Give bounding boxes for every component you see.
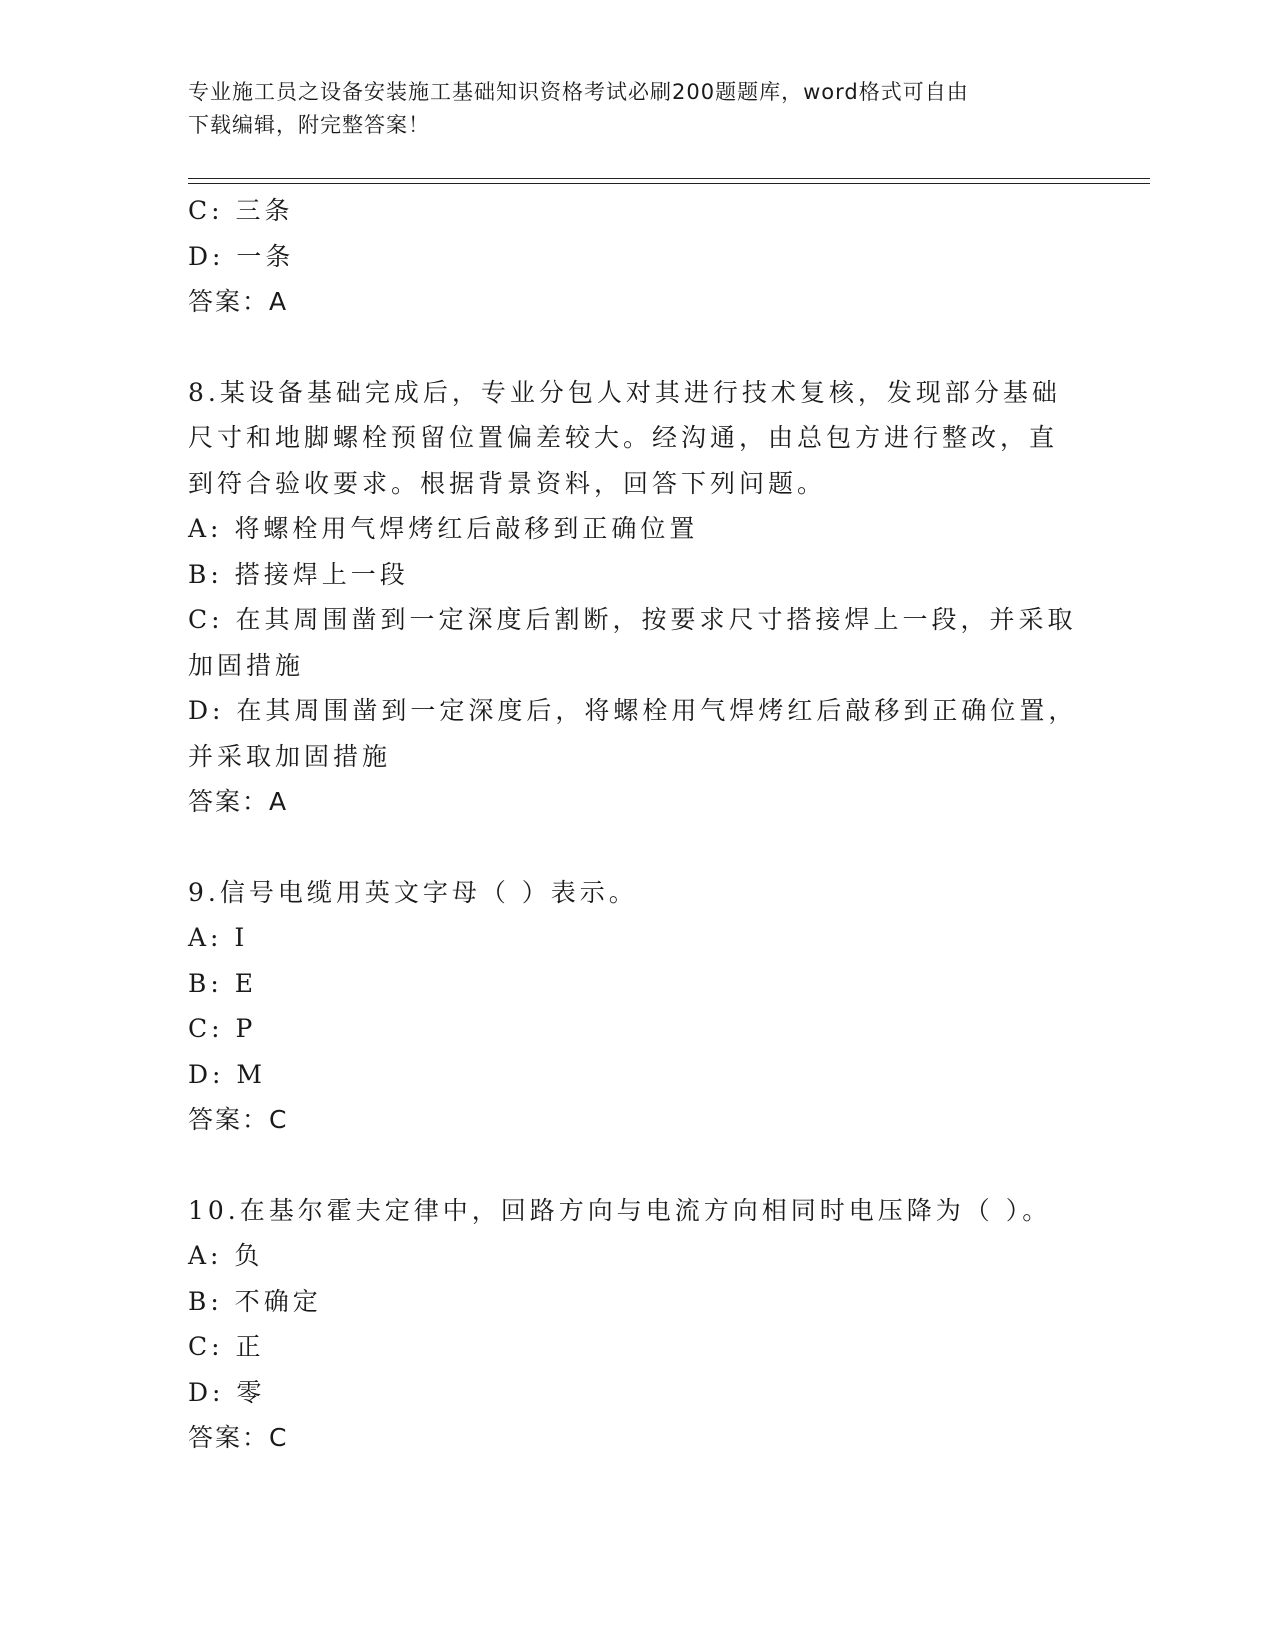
spacer <box>188 1143 1088 1188</box>
question-10 <box>188 1188 1088 1461</box>
document-header <box>188 76 1068 142</box>
option-c: C: 三条 <box>188 196 294 225</box>
answer-value: A <box>269 787 289 816</box>
answer-label: 答案： <box>188 787 270 816</box>
option-b: B: 不确定 <box>188 1286 322 1316</box>
option-b: B: 搭接焊上一段 <box>188 559 409 589</box>
option-d: D: 零 <box>188 1377 266 1407</box>
answer-line <box>188 779 1088 825</box>
option-a: A: 将螺栓用气焊烤红后敲移到正确位置 <box>188 514 699 543</box>
answer-line <box>188 1415 1088 1461</box>
header-rule-bottom <box>188 183 1150 184</box>
answer-label: 答案： <box>188 1105 270 1134</box>
document-body <box>188 188 1088 1461</box>
option-c-continued: 加固措施 <box>188 650 305 680</box>
spacer <box>188 825 1088 870</box>
answer-line <box>188 1097 1088 1143</box>
answer-value: C <box>269 1423 289 1452</box>
question-text-line: 到符合验收要求。根据背景资料，回答下列问题。 <box>188 468 827 498</box>
option-b: B: E <box>188 968 257 998</box>
answer-label: 答案： <box>188 287 270 316</box>
answer-value: A <box>269 287 289 316</box>
question-text: 9.信号电缆用英文字母（ ）表示。 <box>188 877 638 907</box>
answer-line <box>188 279 1088 325</box>
option-c: C: 正 <box>188 1332 265 1361</box>
question-text-line: 尺寸和地脚螺栓预留位置偏差较大。经沟通，由总包方进行整改，直 <box>188 423 1059 452</box>
question-text-line: 8.某设备基础完成后，专业分包人对其进行技术复核，发现部分基础 <box>188 377 1061 407</box>
question-9 <box>188 870 1088 1143</box>
option-a: A: 负 <box>188 1241 264 1270</box>
option-d-continued: 并采取加固措施 <box>188 741 392 771</box>
option-d: D: 在其周围凿到一定深度后，将螺栓用气焊烤红后敲移到正确位置， <box>188 696 1078 725</box>
option-d: D: 一条 <box>188 241 295 271</box>
question-8 <box>188 370 1088 825</box>
header-line-1: 专业施工员之设备安装施工基础知识资格考试必刷200题题库，word格式可自由 <box>188 80 969 104</box>
header-rule-top <box>188 178 1150 179</box>
question-7-continued <box>188 188 1088 325</box>
header-line-2: 下载编辑，附完整答案！ <box>188 113 430 137</box>
spacer <box>188 325 1088 370</box>
answer-value: C <box>269 1105 289 1134</box>
question-text: 10.在基尔霍夫定律中，回路方向与电流方向相同时电压降为（ ）。 <box>188 1195 1052 1225</box>
option-d: D: M <box>188 1059 267 1089</box>
option-c: C: P <box>188 1014 257 1043</box>
answer-label: 答案： <box>188 1423 270 1452</box>
option-c: C: 在其周围凿到一定深度后割断，按要求尺寸搭接焊上一段，并采取 <box>188 605 1077 634</box>
option-a: A: I <box>188 923 249 952</box>
